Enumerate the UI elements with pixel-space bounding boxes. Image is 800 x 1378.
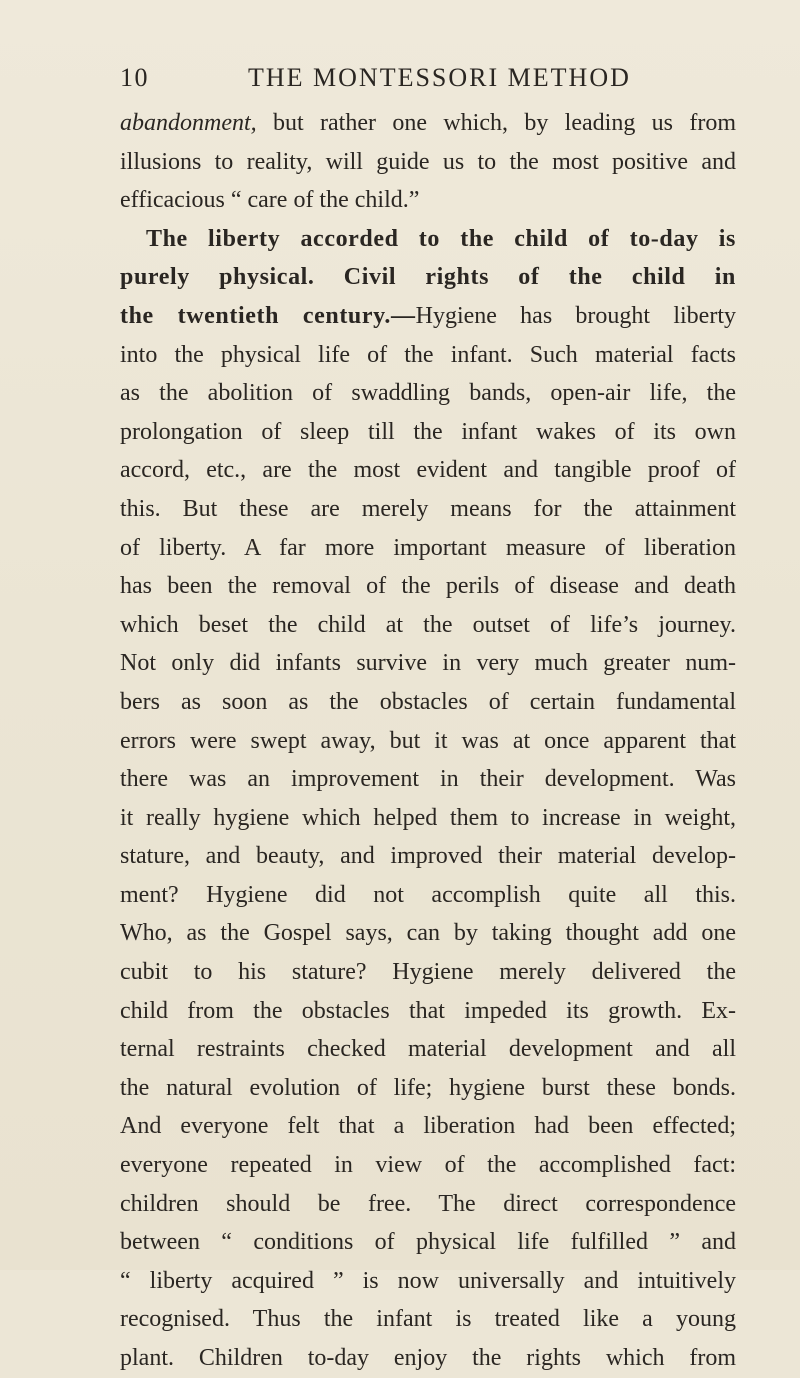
text-run: bers as soon as the obstacles of certain fundamental bbox=[120, 688, 736, 715]
text-run: recognised. Thus the infant is treated like a young bbox=[120, 1306, 736, 1333]
text-run: between “ conditions of physical life fulfilled ” and bbox=[120, 1229, 736, 1256]
text-run: accord, etc., are the most evident and tangible proof of bbox=[120, 457, 736, 484]
text-line bbox=[120, 220, 736, 259]
text-line bbox=[120, 297, 736, 336]
text-run: as the abolition of swaddling bands, open-air life, the bbox=[120, 380, 736, 407]
text-line bbox=[120, 837, 736, 876]
text-line bbox=[120, 760, 736, 799]
body-text bbox=[120, 104, 736, 1378]
text-run: children should be free. The direct correspondence bbox=[120, 1190, 736, 1217]
text-run: the natural evolution of life; hygiene burst these bonds. bbox=[120, 1074, 736, 1101]
text-line bbox=[120, 451, 736, 490]
text-run: it really hygiene which helped them to increase in weight, bbox=[120, 804, 736, 831]
text-run: “ liberty acquired ” is now universally and intuitively bbox=[120, 1267, 736, 1294]
text-run: child from the obstacles that impeded its growth. Ex- bbox=[120, 997, 736, 1024]
text-run: plant. Children to-day enjoy the rights which from bbox=[120, 1345, 736, 1371]
text-line bbox=[120, 490, 736, 529]
text-run: Not only did infants survive in very much greater num- bbox=[120, 650, 736, 677]
running-head bbox=[120, 60, 740, 96]
text-line bbox=[120, 1300, 736, 1339]
text-run: Who, as the Gospel says, can by taking thought add one bbox=[120, 920, 736, 947]
text-run: And everyone felt that a liberation had been effected; bbox=[120, 1113, 736, 1140]
text-line bbox=[120, 722, 736, 761]
running-head-title: THE MONTESSORI METHOD bbox=[248, 63, 631, 92]
text-line bbox=[120, 529, 736, 568]
text-run: stature, and beauty, and improved their material develop- bbox=[120, 843, 736, 870]
text-line bbox=[120, 567, 736, 606]
text-line bbox=[120, 413, 736, 452]
marginal-heading-text: The liberty accorded to the child of to-day is bbox=[146, 225, 736, 252]
text-line bbox=[120, 258, 736, 297]
text-line bbox=[120, 683, 736, 722]
text-run: prolongation of sleep till the infant wakes of its own bbox=[120, 418, 736, 445]
text-line bbox=[120, 104, 736, 143]
text-line bbox=[120, 1146, 736, 1185]
text-line bbox=[120, 1069, 736, 1108]
text-run: into the physical life of the infant. Such material facts bbox=[120, 341, 736, 368]
text-line bbox=[120, 1339, 736, 1378]
text-run: illusions to reality, will guide us to the most positive and bbox=[120, 148, 736, 175]
text-line bbox=[120, 644, 736, 683]
marginal-heading-text: purely physical. Civil rights of the child in bbox=[120, 264, 736, 291]
text-run: Hygiene has brought liberty bbox=[415, 302, 736, 329]
text-line bbox=[120, 1185, 736, 1224]
text-line bbox=[120, 1030, 736, 1069]
text-line bbox=[120, 1107, 736, 1146]
text-run: efficacious “ care of the child.” bbox=[120, 187, 420, 214]
text-line bbox=[120, 876, 736, 915]
text-line bbox=[120, 336, 736, 375]
text-line bbox=[120, 992, 736, 1031]
text-run: which beset the child at the outset of life’s journey. bbox=[120, 611, 736, 638]
text-line bbox=[120, 1262, 736, 1301]
text-run: abandonment, bbox=[120, 110, 257, 136]
text-run: but rather one which, by leading us from bbox=[256, 110, 736, 136]
text-run: of liberty. A far more important measure of liberation bbox=[120, 534, 736, 561]
text-run: everyone repeated in view of the accomplished fact: bbox=[120, 1152, 736, 1179]
page-number: 10 bbox=[120, 63, 149, 92]
text-run: this. But these are merely means for the attainment bbox=[120, 495, 736, 522]
text-line bbox=[120, 1223, 736, 1262]
marginal-heading-text: the twentieth century.— bbox=[120, 302, 416, 329]
text-run: ternal restraints checked material development and all bbox=[120, 1036, 736, 1063]
text-run: has been the removal of the perils of disease and death bbox=[120, 573, 736, 600]
text-line bbox=[120, 799, 736, 838]
text-run: ment? Hygiene did not accomplish quite all this. bbox=[120, 881, 736, 908]
text-line bbox=[120, 914, 736, 953]
text-line bbox=[120, 143, 736, 182]
text-line bbox=[120, 953, 736, 992]
text-run: errors were swept away, but it was at once apparent that bbox=[120, 727, 736, 754]
text-line bbox=[120, 374, 736, 413]
text-run: there was an improvement in their development. Was bbox=[120, 766, 736, 793]
text-line bbox=[120, 181, 736, 220]
text-line bbox=[120, 606, 736, 645]
text-run: cubit to his stature? Hygiene merely delivered the bbox=[120, 959, 736, 986]
